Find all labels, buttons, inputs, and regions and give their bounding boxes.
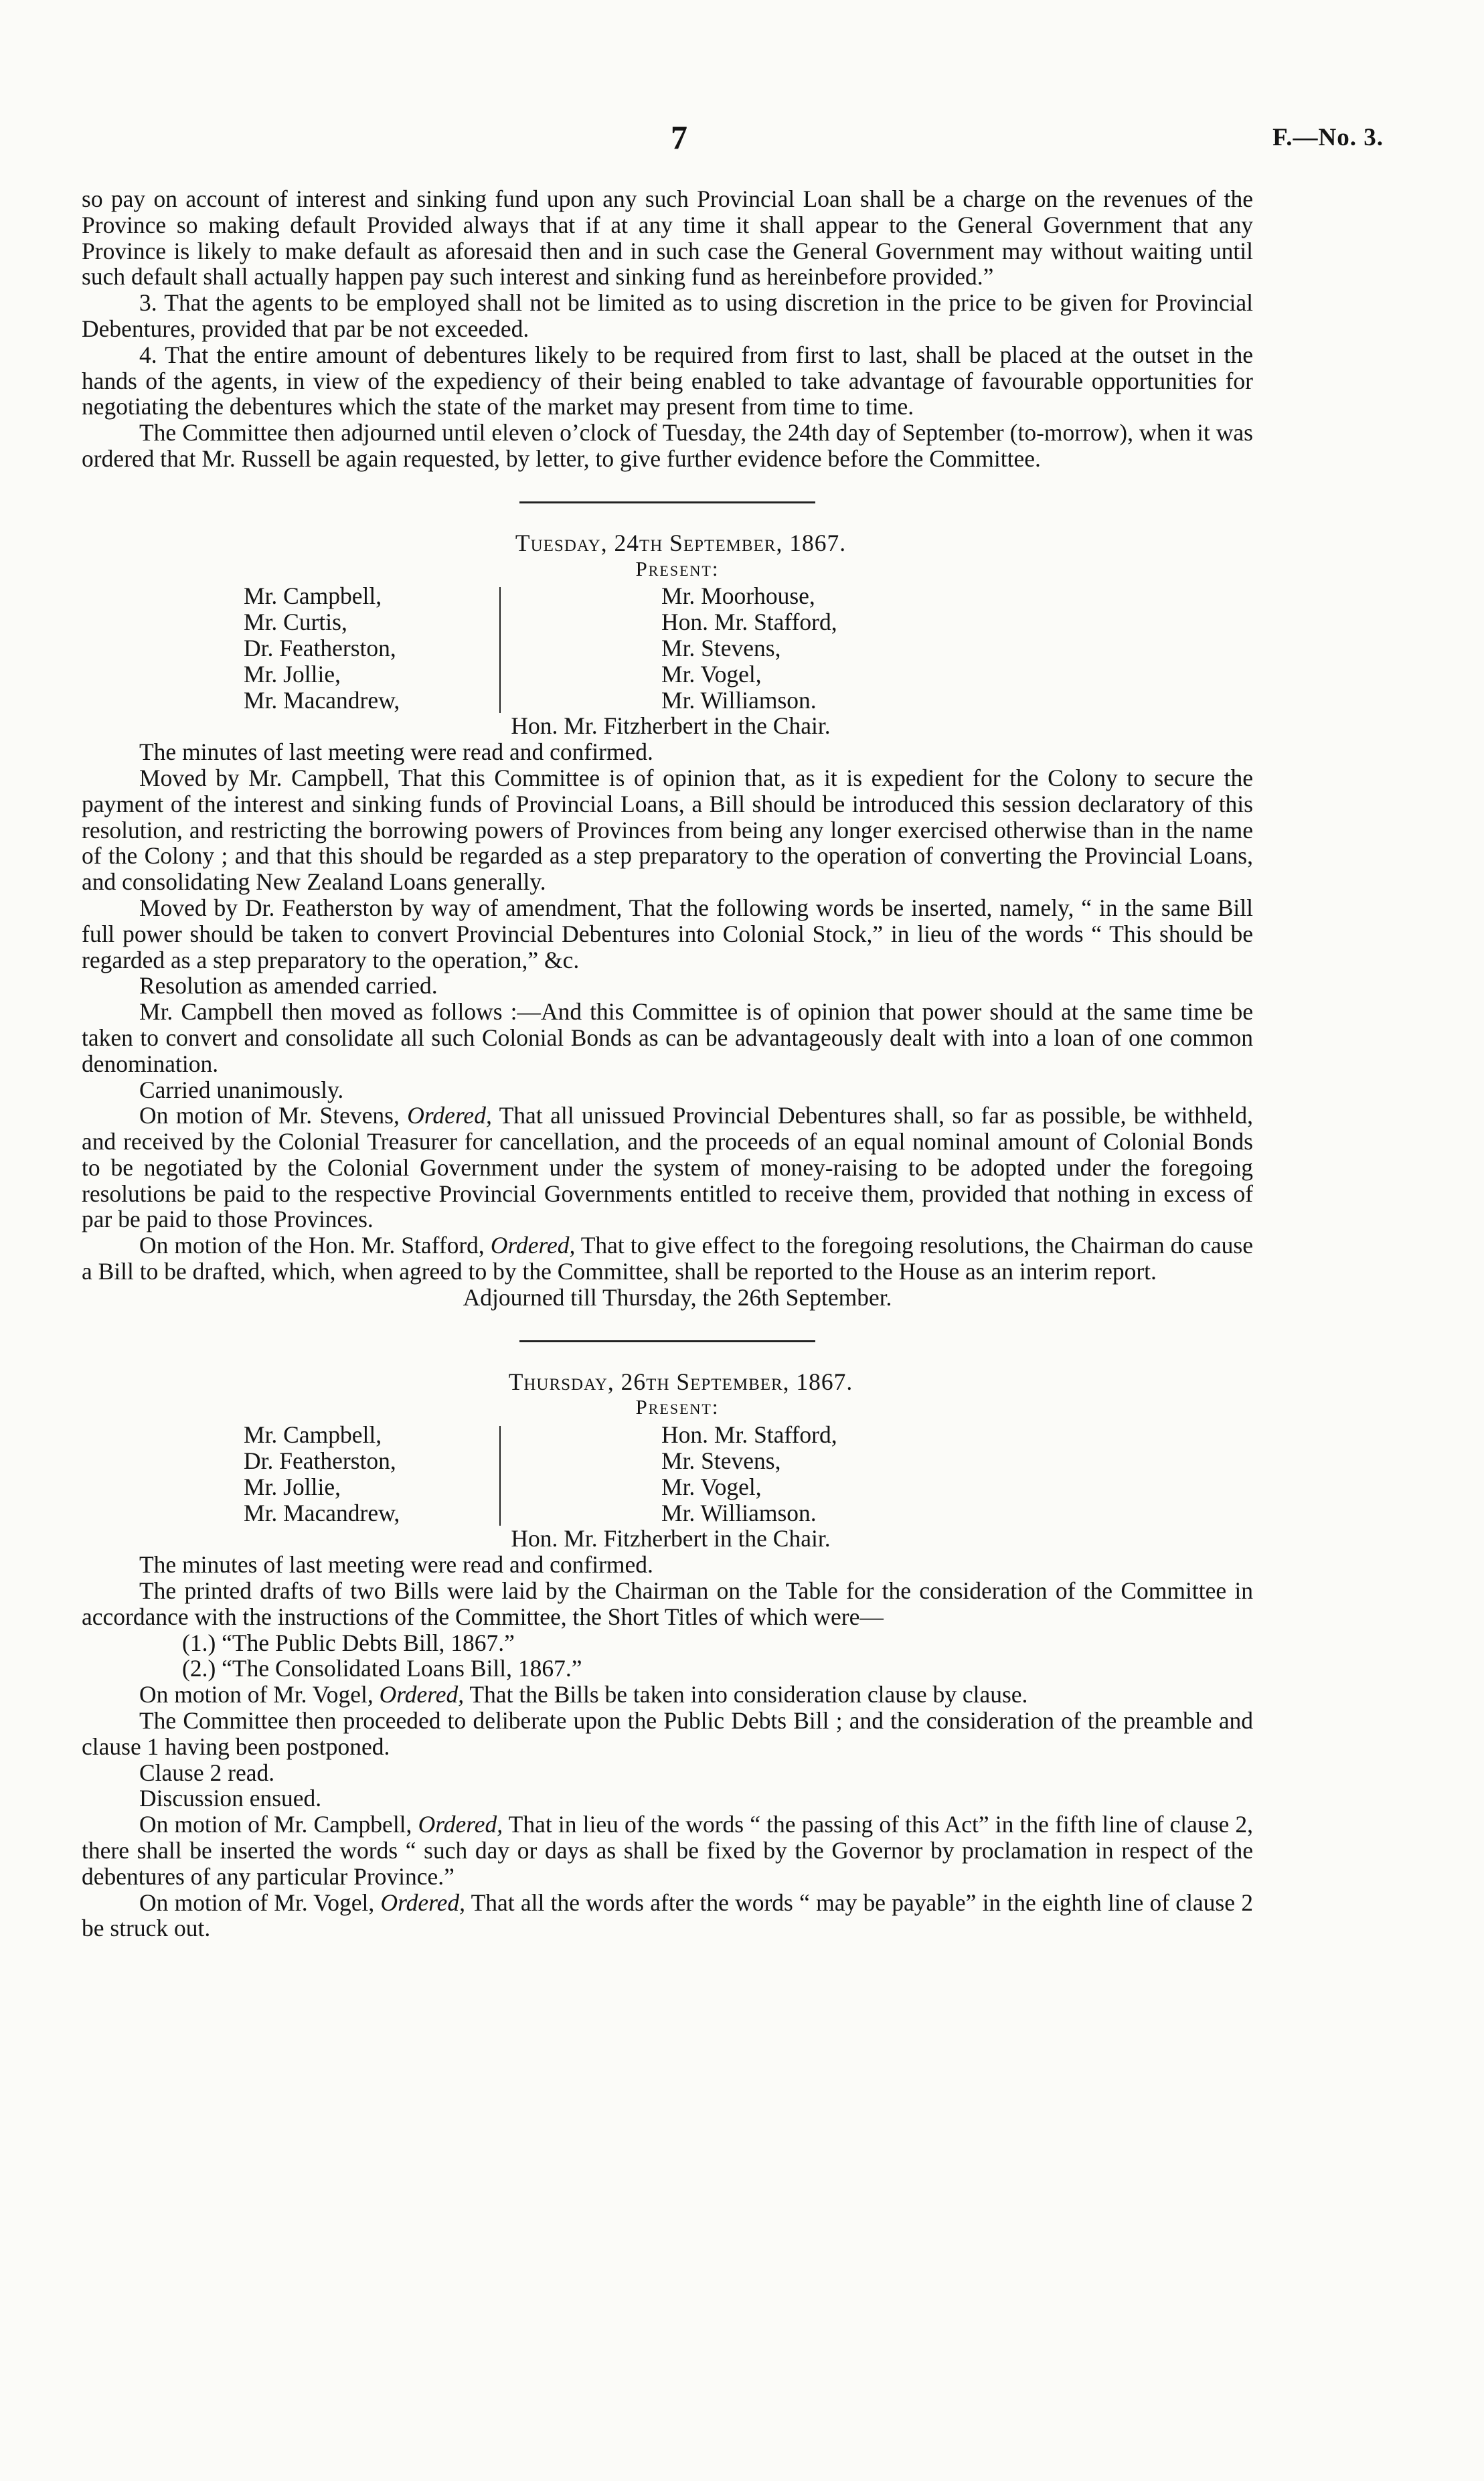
member-name: Mr. Jollie, [244, 660, 341, 688]
motion-prefix: On motion of Mr. Vogel, [139, 1889, 381, 1916]
member-name: Mr. Vogel, [661, 1473, 762, 1500]
paragraph: Moved by Dr. Featherston by way of amendment, That the following words be inserted, namely, “ in the same Bill full power should be taken to convert Provincial Debentures into Colonial Stock,” in lieu of the words “ This should be regarded as a step preparatory to the operation,” &c. [82, 894, 1253, 973]
paragraph [82, 1812, 1253, 1889]
bill-title: (1.) “The Public Debts Bill, 1867.” [182, 1629, 515, 1656]
motion-text: That all the words after the words “ may be payable” in the eighth line of clause 2 be struck out. [82, 1889, 1253, 1942]
paragraph: 3. That the agents to be employed shall not be limited as to using discretion in the price to be given for Provincial Debentures, provided that par be not exceeded. [82, 289, 1253, 342]
meeting-date-heading: Tuesday, 24th September, 1867. [515, 529, 847, 556]
motion-prefix: On motion of Mr. Campbell, [139, 1811, 418, 1838]
motion-prefix: On motion of Mr. Vogel, [139, 1681, 380, 1708]
paragraph: The Committee then adjourned until eleven o’clock of Tuesday, the 24th day of September (to-morrow), when it was ordered that Mr. Russell be again requested, by letter, to give further evidence before the Committee. [82, 419, 1253, 472]
members-right-column [501, 583, 917, 713]
paragraph: Mr. Campbell then moved as follows :—And this Committee is of opinion that power should at the same time be taken to convert and consolidate all such Colonial Bonds as can be advantageously dealt with into a loan of one common denomination. [82, 998, 1253, 1077]
adjournment-line: Adjourned till Thursday, the 26th September. [463, 1283, 892, 1311]
section-divider [519, 501, 815, 503]
document-body [82, 186, 1253, 1941]
paragraph: The Committee then proceeded to deliberate upon the Public Debts Bill ; and the consideration of the preamble and clause 1 having been postponed. [82, 1707, 1253, 1760]
motion-text: That the Bills be taken into consideration clause by clause. [464, 1681, 1028, 1708]
paragraph: Clause 2 read. [139, 1759, 275, 1786]
paragraph [82, 1232, 1253, 1285]
present-label: Present: [635, 556, 720, 580]
motion-prefix: On motion of Mr. Stevens, [139, 1102, 408, 1129]
paragraph: so pay on account of interest and sinking fund upon any such Provincial Loan shall be a charge on the revenues of the Province so making default Provided always that if at any time it shall appear to the General Government that any Province is likely to make default as aforesaid then and in such case the General Government may without waiting until such default shall actually happen pay such interest and sinking fund as hereinbefore provided.” [82, 185, 1253, 291]
ordered-word: Ordered, [380, 1889, 465, 1916]
paragraph [82, 1103, 1253, 1232]
member-name: Mr. Stevens, [661, 1447, 781, 1475]
member-name: Dr. Featherston, [244, 1447, 396, 1475]
paragraph: Carried unanimously. [139, 1076, 344, 1103]
paragraph: The minutes of last meeting were read and confirmed. [139, 1551, 653, 1579]
chair-line: Hon. Mr. Fitzherbert in the Chair. [511, 1525, 831, 1552]
meeting-tuesday [82, 530, 1253, 1311]
members-right-column [501, 1422, 917, 1526]
member-name: Mr. Jollie, [244, 1473, 341, 1500]
member-name: Mr. Vogel, [661, 660, 762, 688]
member-name: Dr. Featherston, [244, 634, 396, 661]
paragraph: The minutes of last meeting were read and confirmed. [139, 738, 653, 766]
member-name: Mr. Moorhouse, [661, 582, 815, 610]
paragraph: Discussion ensued. [139, 1785, 322, 1812]
paragraph: The printed drafts of two Bills were laid by the Chairman on the Table for the consideration of the Committee in accordance with the instructions of the Committee, the Short Titles of which were— [82, 1577, 1253, 1630]
paragraph: Resolution as amended carried. [139, 972, 438, 999]
ordered-word: Ordered, [418, 1811, 503, 1838]
attendance-list [244, 1422, 1253, 1526]
motion-text: That all unissued Provincial Debentures shall, so far as possible, be withheld, and received by the Colonial Treasurer for cancellation, and the proceeds of an equal nominal amount of Colonial Bonds to be negotiated by the Colonial Government under the system of money-raising to be adopted under the foregoing resolutions be paid to the respective Provincial Governments entitled to receive them, provided that nothing in excess of par be paid to those Provinces. [82, 1102, 1253, 1233]
member-name: Mr. Campbell, [244, 1421, 382, 1449]
paragraph: 4. That the entire amount of debentures likely to be required from first to last, shall be placed at the outset in the hands of the agents, in view of the expediency of their being enabled to take advantage of favourable opportunities for negotiating the debentures which the state of the market may present from time to time. [82, 341, 1253, 420]
member-name: Mr. Stevens, [661, 634, 781, 661]
section-divider [519, 1340, 815, 1342]
member-name: Mr. Macandrew, [244, 686, 400, 714]
meeting-date-heading: Thursday, 26th September, 1867. [508, 1368, 853, 1395]
member-name: Mr. Curtis, [244, 609, 347, 636]
present-label: Present: [635, 1395, 720, 1419]
chair-line: Hon. Mr. Fitzherbert in the Chair. [511, 712, 831, 740]
member-name: Mr. Campbell, [244, 582, 382, 610]
motion-prefix: On motion of the Hon. Mr. Stafford, [139, 1232, 491, 1259]
member-name: Mr. Macandrew, [244, 1499, 400, 1526]
page-number: 7 [671, 118, 687, 156]
paragraph [82, 1890, 1253, 1942]
ordered-word: Ordered, [490, 1232, 576, 1259]
members-left-column [244, 1422, 499, 1526]
bill-title: (2.) “The Consolidated Loans Bill, 1867.” [182, 1655, 582, 1682]
motion-text: That in lieu of the words “ the passing of this Act” in the fifth line of clause 2, there shall be inserted the words “ such day or days as shall be fixed by the Governor by proclamation in respect of the debentures of any particular Province.” [82, 1811, 1254, 1890]
member-name: Hon. Mr. Stafford, [661, 609, 837, 636]
member-name: Mr. Williamson. [661, 1499, 817, 1526]
meeting-thursday [82, 1369, 1253, 1942]
member-name: Hon. Mr. Stafford, [661, 1421, 837, 1449]
motion-text: That to give effect to the foregoing resolutions, the Chairman do cause a Bill to be drafted, which, when agreed to by the Committee, shall be reported to the House as an interim report. [82, 1232, 1253, 1285]
paragraph: Moved by Mr. Campbell, That this Committee is of opinion that, as it is expedient for the Colony to secure the payment of the interest and sinking funds of Provincial Loans, a Bill should be introduced this session declaratory of this resolution, and restricting the borrowing powers of Provinces from being any longer exercised otherwise than in the name of the Colony ; and that this should be regarded as a step preparatory to the operation of converting the Provincial Loans, and consolidating New Zealand Loans generally. [82, 764, 1253, 896]
document-reference: F.—No. 3. [1272, 124, 1384, 151]
member-name: Mr. Williamson. [661, 686, 817, 714]
ordered-word: Ordered, [407, 1102, 492, 1129]
ordered-word: Ordered, [379, 1681, 465, 1708]
attendance-list [244, 583, 1253, 713]
members-left-column [244, 583, 499, 713]
paragraph [82, 1682, 1253, 1708]
